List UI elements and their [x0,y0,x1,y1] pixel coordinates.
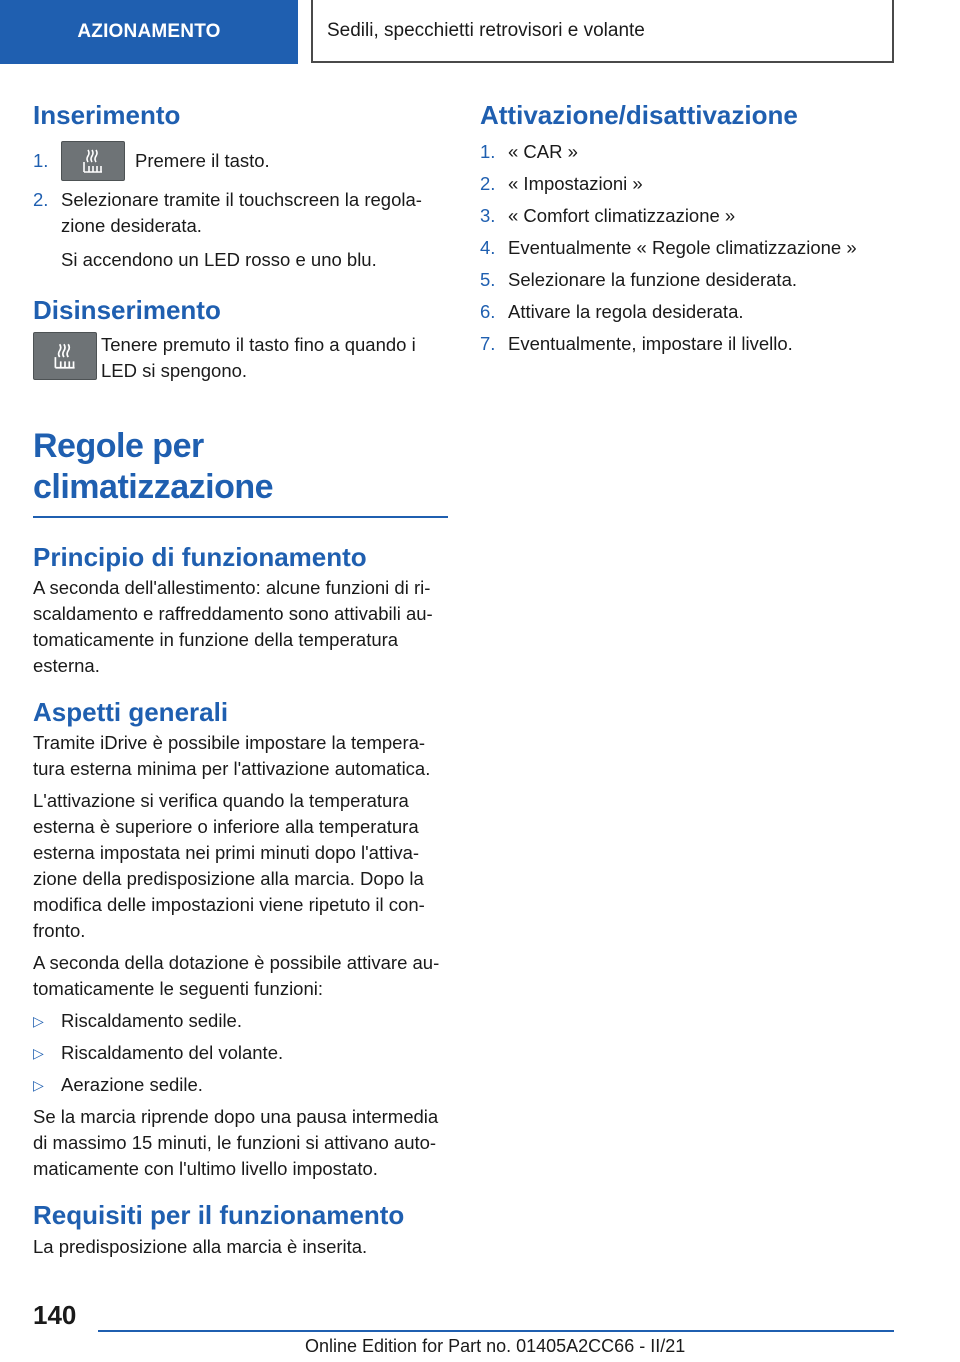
list-item [33,187,448,239]
principio-text: A seconda dell'allestimento: alcune funzioni di ri-scaldamento e raffreddamento sono attivabili au-tomaticamente in funzione della temperatura esterna. [33,577,433,677]
step-text: « Comfort climatizzazione » [508,205,736,227]
chapter-header [311,0,894,63]
heading-requisiti: Requisiti per il funzionamento [33,1200,405,1231]
requisiti-text: La predisposizione alla marcia è inserita. [33,1235,368,1257]
list-item [33,1072,448,1098]
step-number: 4. [480,237,496,259]
step-number: 1. [33,150,49,172]
list-item [33,1008,448,1034]
bullet-text: Aerazione sedile. [61,1074,203,1096]
step-number: 5. [480,269,496,291]
list-item [480,331,880,357]
aspetti-paragraph: A seconda della dotazione è possibile attivare au-tomaticamente le seguenti funzioni: [33,952,440,1000]
step-number: 1. [480,141,496,163]
heading-aspetti: Aspetti generali [33,697,229,728]
step-number: 6. [480,301,496,323]
step-text: Eventualmente « Regole climatizzazione » [508,237,857,259]
section-title: AZIONAMENTO [77,21,221,42]
aspetti-paragraph: L'attivazione si verifica quando la temperatura esterna è superiore o inferiore alla temperatura esterna impostata nei primi minuti dopo l'attiva-zione della predisposizione alla marcia. Dopo la modifica delle impostazioni viene ripetuto il con-fronto. [33,790,425,942]
chapter-title: Sedili, specchietti retrovisori e volante [327,19,645,41]
section-rule [33,516,448,518]
aspetti-paragraph: Tramite iDrive è possibile impostare la tempera-tura esterna minima per l'attivazione automatica. [33,732,431,780]
edition-label: Online Edition for Part no. 01405A2CC66 - II/21 [305,1336,686,1356]
step-number: 2. [33,189,49,211]
right-column [480,100,880,357]
step-text: Eventualmente, impostare il livello. [508,333,793,355]
bullet-text: Riscaldamento del volante. [61,1042,284,1064]
seat-ventilation-icon [61,141,125,181]
step-number: 7. [480,333,496,355]
heading-principio: Principio di funzionamento [33,541,367,572]
functions-list [33,1008,448,1098]
step-text: « Impostazioni » [508,173,643,195]
list-item [480,235,880,261]
triangle-right-icon: ▷ [33,1045,44,1062]
attivazione-steps [480,139,880,357]
triangle-right-icon: ▷ [33,1013,44,1030]
list-item [480,171,880,197]
triangle-right-icon: ▷ [33,1077,44,1094]
seat-ventilation-icon [33,332,97,380]
step-text: Selezionare la funzione desiderata. [508,269,797,291]
heading-attivazione: Attivazione/disattivazione [480,100,798,130]
list-item [480,267,880,293]
disinserimento-block [33,332,448,384]
list-item [480,139,880,165]
bullet-text: Riscaldamento sedile. [61,1010,242,1032]
step-text: Selezionare tramite il touchscreen la regola-zione desiderata. [61,189,422,237]
list-item [480,203,880,229]
step-text: « CAR » [508,141,578,163]
list-item [33,1040,448,1066]
page-number: 140 [33,1300,77,1330]
step-number: 2. [480,173,496,195]
list-item [33,139,448,183]
footer-rule [98,1330,894,1332]
heading-disinserimento: Disinserimento [33,295,221,326]
disinserimento-text: Tenere premuto il tasto fino a quando i LED si spengono. [101,334,416,382]
left-column [33,100,448,1260]
aspetti-paragraph: Se la marcia riprende dopo una pausa intermedia di massimo 15 minuti, le funzioni si attivano auto-maticamente con l'ultimo livello impostato. [33,1106,439,1180]
step-text: Attivare la regola desiderata. [508,301,744,323]
heading-inserimento: Inserimento [33,100,181,130]
step-text: Premere il tasto. [135,150,270,172]
step-number: 3. [480,205,496,227]
inserimento-steps [33,139,448,239]
list-item [480,299,880,325]
heading-regole: Regole per climatizzazione [33,427,274,507]
section-tab [0,0,298,64]
step-note: Si accendono un LED rosso e uno blu. [61,249,377,271]
